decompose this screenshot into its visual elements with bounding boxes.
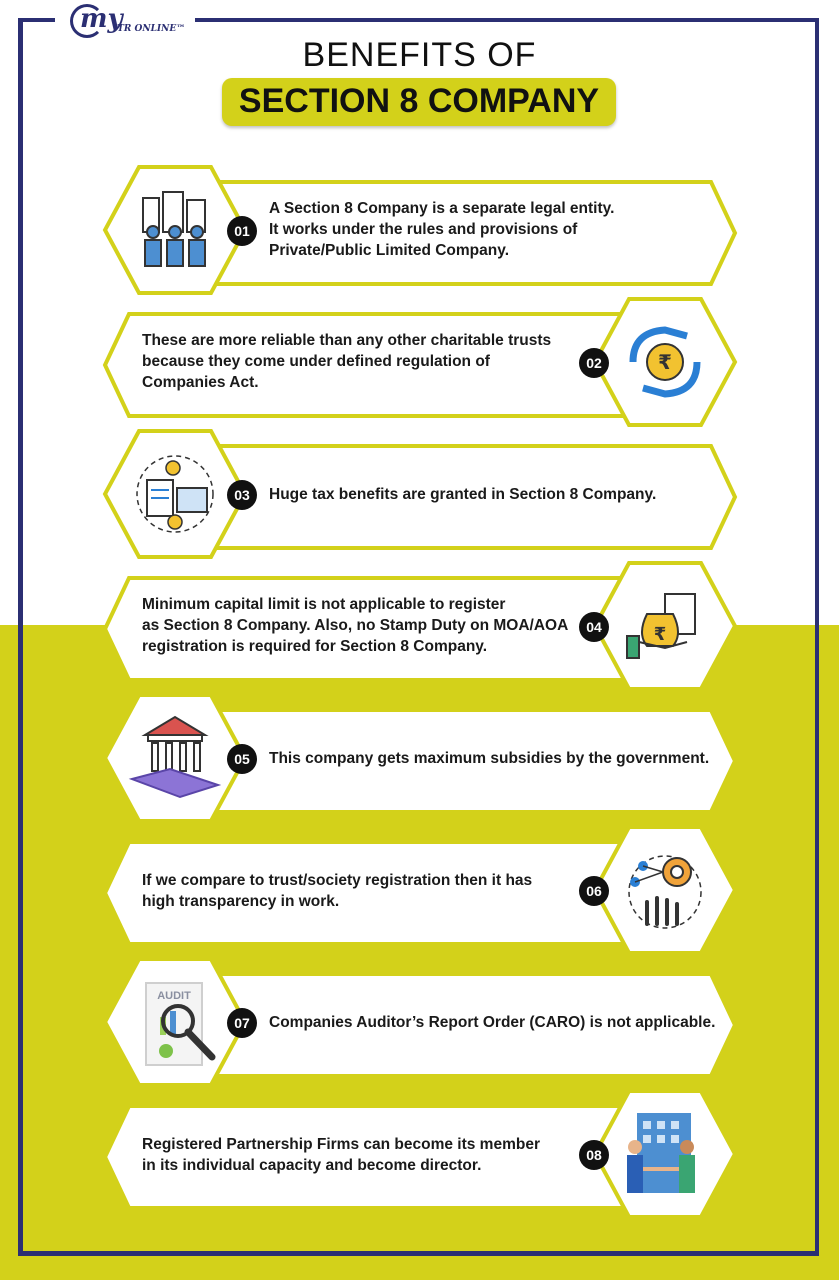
logo-main-text: my xyxy=(80,4,123,34)
benefit-item-03 xyxy=(105,429,735,559)
page-title-line1: BENEFITS OF xyxy=(302,36,537,74)
benefit-item-07 xyxy=(105,957,735,1087)
item-number-badge: 02 xyxy=(579,348,609,378)
benefit-item-02 xyxy=(105,297,735,427)
transparency-network-icon xyxy=(625,850,705,930)
svg-text:₹: ₹ xyxy=(653,624,667,645)
item-text: This company gets maximum subsidies by the government. xyxy=(269,750,710,767)
item-text: A Section 8 Company is a separate legal entity. It works under the rules and provisions of Private/Public Limited Company. xyxy=(269,200,615,259)
hands-rupee-coin-icon xyxy=(625,322,705,402)
item-text: Huge tax benefits are granted in Section 8 Company. xyxy=(269,486,657,503)
item-text: Registered Partnership Firms can become its member in its individual capacity and become director. xyxy=(142,1136,540,1174)
item-text: These are more reliable than any other charitable trusts because they come under defined regulation of Companies Act. xyxy=(142,332,552,391)
benefit-item-06 xyxy=(105,825,735,955)
item-number-badge: 08 xyxy=(579,1140,609,1170)
item-number-badge: 04 xyxy=(579,612,609,642)
benefit-item-01 xyxy=(105,165,735,295)
money-bag-hand-icon xyxy=(625,586,705,666)
item-text: Companies Auditor’s Report Order (CARO) is not applicable. xyxy=(269,1014,716,1031)
benefit-item-08 xyxy=(105,1089,735,1219)
page-title-line2: SECTION 8 COMPANY xyxy=(238,82,600,120)
item-number-badge: 05 xyxy=(227,744,257,774)
svg-text:₹: ₹ xyxy=(658,350,672,374)
item-number-badge: 07 xyxy=(227,1008,257,1038)
audit-magnifier-icon xyxy=(140,979,230,1069)
item-text: If we compare to trust/society registration then it has high transparency in work. xyxy=(142,872,533,910)
item-number-badge: 03 xyxy=(227,480,257,510)
people-buildings-icon xyxy=(135,190,215,270)
benefit-item-04 xyxy=(105,561,735,691)
business-handshake-icon xyxy=(617,1107,707,1199)
audit-label: AUDIT xyxy=(157,990,191,1002)
item-number-badge: 01 xyxy=(227,216,257,246)
benefit-item-05 xyxy=(105,693,735,823)
item-number-badge: 06 xyxy=(579,876,609,906)
government-building-money-icon xyxy=(130,711,220,801)
item-text: Minimum capital limit is not applicable to register as Section 8 Company. Also, no Stamp Duty on MOA/AOA registration is required for Section 8 Company. xyxy=(142,596,569,655)
logo-sub-text: ITR ONLINE™ xyxy=(113,24,186,34)
tax-calendar-icon xyxy=(135,454,215,534)
